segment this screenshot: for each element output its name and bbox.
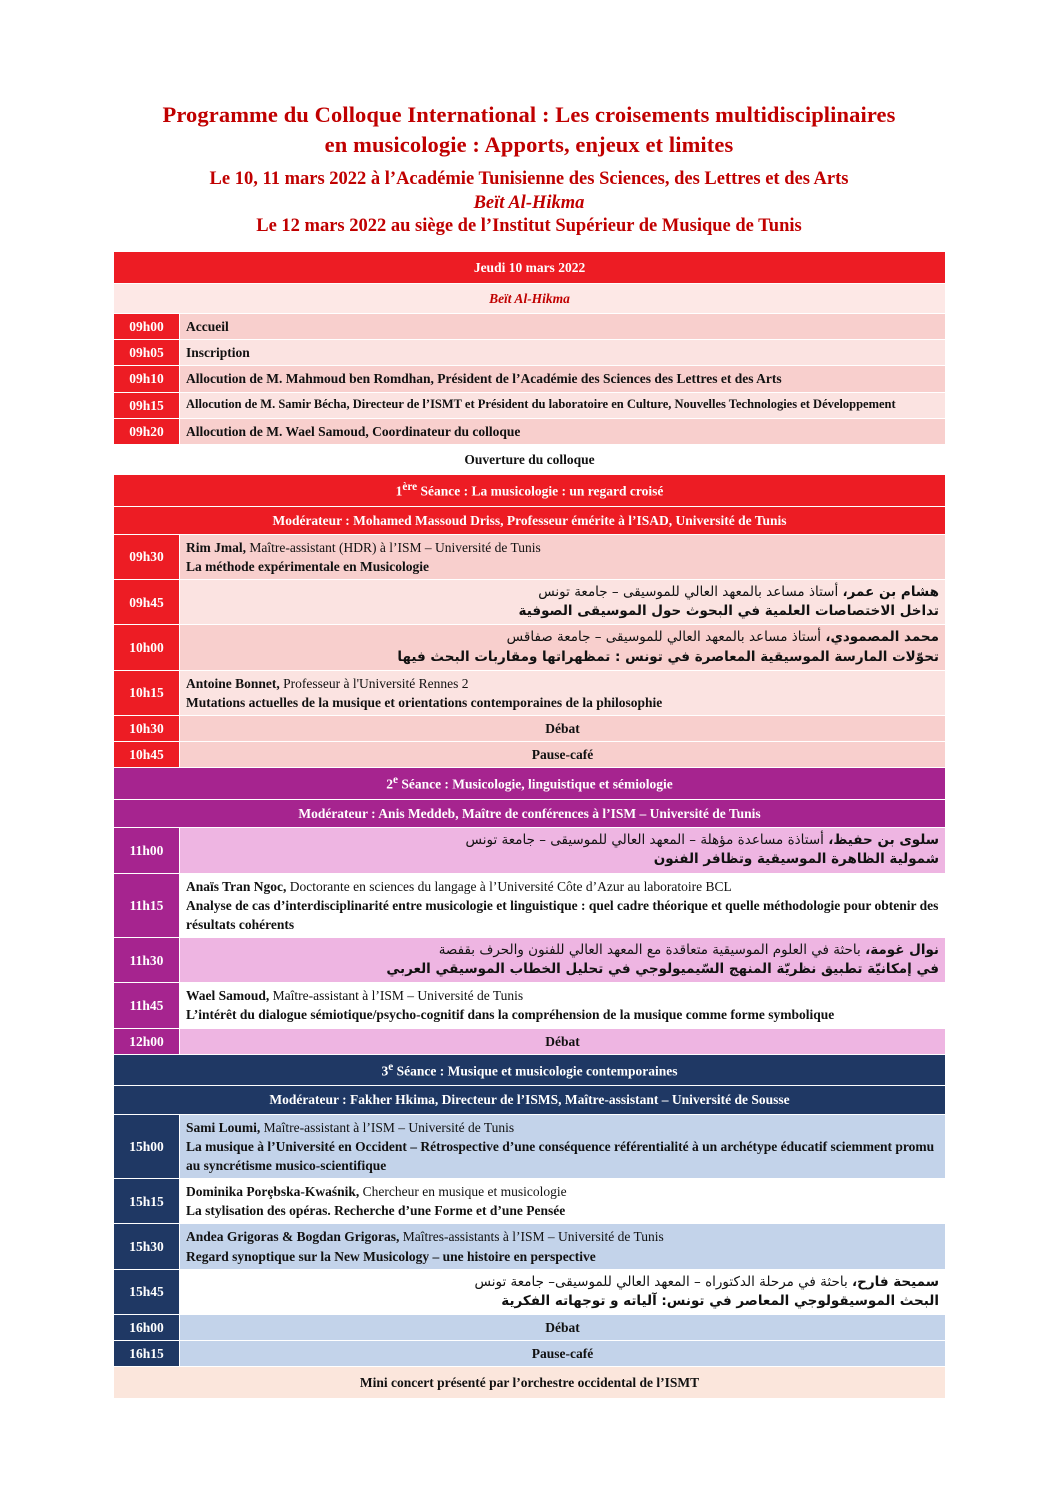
talk-title: Regard synoptique sur la New Musicology – une histoire en perspective	[186, 1248, 596, 1264]
table-row	[114, 392, 946, 418]
table-row	[114, 983, 946, 1028]
session3-title	[114, 1054, 946, 1086]
concert-row	[114, 1367, 946, 1399]
speaker-affiliation: Doctorante en sciences du langage à l’Université Côte d’Azur au laboratoire BCL	[286, 878, 732, 894]
time-cell: 09h00	[114, 314, 180, 340]
table-row	[114, 1269, 946, 1314]
time-cell: 10h15	[114, 670, 180, 715]
session3-ordinal: e	[388, 1060, 394, 1073]
session3-number: 3	[381, 1063, 389, 1079]
table-row	[114, 1315, 946, 1341]
session2-title	[114, 768, 946, 800]
speaker-name: سلوى بن حفيظ،	[828, 832, 939, 849]
debate-label: Débat	[180, 1315, 946, 1341]
talk-cell	[180, 625, 946, 670]
table-row	[114, 580, 946, 625]
talk-cell	[180, 1269, 946, 1314]
day-bar-row	[114, 251, 946, 283]
speaker-affiliation: أستاذة مساعدة مؤهلة – المعهد العالي للموسيقى – جامعة تونس	[465, 832, 829, 849]
document-header	[113, 100, 945, 237]
talk-cell	[180, 983, 946, 1028]
time-cell: 15h30	[114, 1224, 180, 1269]
table-row	[114, 742, 946, 768]
talk-cell	[180, 828, 946, 873]
session2-header-row	[114, 768, 946, 800]
time-cell: 11h00	[114, 828, 180, 873]
time-cell: 11h15	[114, 873, 180, 937]
opening-item-label: Allocution de M. Samir Bécha, Directeur de l’ISMT et Président du laboratoire en Culture, Nouvelles Technologies et Développement	[180, 392, 946, 418]
talk-title: La musique à l’Université en Occident – Rétrospective d’une conséquence référentialité à un archétype éducatif sciemment promu au syncrétisme musico-scientifique	[186, 1138, 935, 1173]
talk-title: شمولية الظاهرة الموسيقية وتظافر الفنون	[653, 851, 939, 868]
talk-cell	[180, 670, 946, 715]
speaker-affiliation: Maître-assistant à l’ISM – Université de Tunis	[269, 988, 524, 1004]
table-row	[114, 873, 946, 937]
time-cell: 10h00	[114, 625, 180, 670]
opening-item-label: Allocution de M. Wael Samoud, Coordinateur du colloque	[180, 418, 946, 444]
talk-title: Mutations actuelles de la musique et orientations contemporaines de la philosophie	[186, 694, 663, 710]
venue-label: Beït Al-Hikma	[114, 283, 946, 313]
table-row	[114, 1179, 946, 1224]
talk-title: La stylisation des opéras. Recherche d’une Forme et d’une Pensée	[186, 1203, 566, 1219]
page-subtitle-venue-name: Beït Al-Hikma	[473, 192, 585, 213]
session3-moderator: Modérateur : Fakher Hkima, Directeur de l’ISMS, Maître-assistant – Université de Sousse	[114, 1086, 946, 1114]
table-row	[114, 1224, 946, 1269]
session3-header-row	[114, 1054, 946, 1086]
table-row	[114, 314, 946, 340]
session2-moderator: Modérateur : Anis Meddeb, Maître de conférences à l’ISM – Université de Tunis	[114, 800, 946, 828]
time-cell: 15h15	[114, 1179, 180, 1224]
time-cell: 10h30	[114, 716, 180, 742]
speaker-affiliation: Maître-assistant à l’ISM – Université de Tunis	[260, 1119, 515, 1135]
speaker-name: Antoine Bonnet,	[186, 675, 280, 691]
session1-header-row	[114, 475, 946, 507]
session3-title-rest: Séance : Musique et musicologie contemporaines	[393, 1063, 678, 1079]
speaker-name: هشام بن عمر،	[842, 584, 939, 601]
speaker-name: Anaïs Tran Ngoc,	[186, 878, 287, 894]
speaker-name: Rim Jmal,	[186, 539, 246, 555]
talk-title: تحوّلات المارسة الموسيقية المعاصرة في تونس : تمظهراتها ومقاربات البحث فيها	[397, 648, 939, 665]
coffee-break-label: Pause-café	[180, 1341, 946, 1367]
table-row	[114, 716, 946, 742]
speaker-name: محمد المصمودي،	[825, 629, 939, 646]
speaker-affiliation: Professeur à l'Université Rennes 2	[279, 675, 469, 691]
session2-title-rest: Séance : Musicologie, linguistique et sémiologie	[397, 776, 673, 792]
session1-moderator-row	[114, 506, 946, 534]
page-title-line2: en musicologie : Apports, enjeux et limites	[324, 132, 734, 158]
speaker-name: نوال غومة،	[865, 942, 939, 959]
talk-cell	[180, 873, 946, 937]
talk-cell	[180, 938, 946, 983]
time-cell: 11h45	[114, 983, 180, 1028]
time-cell: 09h15	[114, 392, 180, 418]
speaker-affiliation: Maître-assistant (HDR) à l’ISM – Université de Tunis	[246, 539, 541, 555]
table-row	[114, 534, 946, 579]
debate-label: Débat	[180, 1028, 946, 1054]
page-title-line1: Programme du Colloque International : Les croisements multidisciplinaires	[162, 102, 896, 127]
table-row	[114, 938, 946, 983]
talk-title: Analyse de cas d’interdisciplinarité entre musicologie et linguistique : quel cadre théorique et quelle méthodologie pour obtenir des résultats cohérents	[186, 897, 939, 932]
debate-label: Débat	[180, 716, 946, 742]
speaker-affiliation: Maîtres-assistants à l’ISM – Université de Tunis	[399, 1229, 664, 1245]
time-cell: 10h45	[114, 742, 180, 768]
opening-item-label: Inscription	[180, 340, 946, 366]
speaker-affiliation: أستاذ مساعد بالمعهد العالي للموسيقى – جامعة تونس	[538, 584, 843, 601]
opening-ceremony-label: Ouverture du colloque	[114, 444, 946, 474]
day-title: Jeudi 10 mars 2022	[114, 251, 946, 283]
talk-title: البحث الموسيقولوجي المعاصر في تونس: آلياته و توجهاته الفكرية	[501, 1292, 939, 1309]
speaker-name: Sami Loumi,	[186, 1119, 261, 1135]
table-row	[114, 1114, 946, 1178]
talk-title: La méthode expérimentale en Musicologie	[186, 559, 429, 575]
speaker-affiliation: باحثة في مرحلة الدكتوراه – المعهد العالي للموسيقى– جامعة تونس	[474, 1273, 852, 1290]
session1-ordinal: ère	[402, 481, 418, 494]
page-subtitle-date-ismt: Le 12 mars 2022 au siège de l’Institut Supérieur de Musique de Tunis	[256, 215, 802, 236]
session2-moderator-row	[114, 800, 946, 828]
talk-cell	[180, 1179, 946, 1224]
concert-label: Mini concert présenté par l’orchestre occidental de l’ISMT	[114, 1367, 946, 1399]
opening-item-label: Allocution de M. Mahmoud ben Romdhan, Président de l’Académie des Sciences des Lettres et des Arts	[180, 366, 946, 392]
time-cell: 12h00	[114, 1028, 180, 1054]
talk-cell	[180, 1224, 946, 1269]
session2-ordinal: e	[392, 774, 398, 787]
session2-number: 2	[386, 776, 393, 792]
talk-title: في إمكانيّة تطبيق نظريّة المنهج السّيميولوجي في تحليل الخطاب الموسيقي العربي	[386, 961, 939, 978]
session1-title-rest: Séance : La musicologie : un regard croisé	[417, 483, 664, 499]
opening-item-label: Accueil	[180, 314, 946, 340]
speaker-name: Andea Grigoras & Bogdan Grigoras,	[186, 1229, 400, 1245]
speaker-affiliation: Chercheur en musique et musicologie	[359, 1184, 567, 1200]
page-subtitle-dates-venue: Le 10, 11 mars 2022 à l’Académie Tunisienne des Sciences, des Lettres et des Arts	[209, 168, 849, 189]
speaker-name: سميحة فارح،	[852, 1273, 939, 1290]
table-row	[114, 366, 946, 392]
time-cell: 16h15	[114, 1341, 180, 1367]
session3-moderator-row	[114, 1086, 946, 1114]
table-row	[114, 625, 946, 670]
speaker-name: Wael Samoud,	[186, 988, 270, 1004]
time-cell: 11h30	[114, 938, 180, 983]
speaker-affiliation: أستاذ مساعد بالمعهد العالي للموسيقى – جامعة صفاقس	[506, 629, 826, 646]
coffee-break-label: Pause-café	[180, 742, 946, 768]
time-cell: 09h20	[114, 418, 180, 444]
talk-title: L’intérêt du dialogue sémiotique/psycho-cognitif dans la compréhension de la musique comme forme symbolique	[186, 1007, 835, 1023]
table-row	[114, 670, 946, 715]
talk-cell	[180, 534, 946, 579]
table-row	[114, 1028, 946, 1054]
venue-row	[114, 283, 946, 313]
talk-title: تداخل الاختصاصات العلمية في البحوث حول الموسيقى الصوفية	[518, 603, 939, 620]
table-row	[114, 340, 946, 366]
time-cell: 09h10	[114, 366, 180, 392]
table-row	[114, 828, 946, 873]
talk-cell	[180, 580, 946, 625]
opening-ceremony-row	[114, 444, 946, 474]
talk-cell	[180, 1114, 946, 1178]
table-row	[114, 418, 946, 444]
speaker-name: Dominika Porȩbska-Kwaśnik,	[186, 1184, 360, 1200]
time-cell: 15h00	[114, 1114, 180, 1178]
time-cell: 09h30	[114, 534, 180, 579]
speaker-affiliation: باحثة في العلوم الموسيقية متعاقدة مع المعهد العالي للفنون والحرف بقفصة	[438, 942, 866, 959]
schedule-table	[113, 251, 946, 1400]
session1-number: 1	[395, 483, 403, 499]
table-row	[114, 1341, 946, 1367]
time-cell: 15h45	[114, 1269, 180, 1314]
time-cell: 09h05	[114, 340, 180, 366]
session1-moderator: Modérateur : Mohamed Massoud Driss, Professeur émérite à l’ISAD, Université de Tunis	[114, 506, 946, 534]
time-cell: 09h45	[114, 580, 180, 625]
time-cell: 16h00	[114, 1315, 180, 1341]
session1-title	[114, 475, 946, 507]
